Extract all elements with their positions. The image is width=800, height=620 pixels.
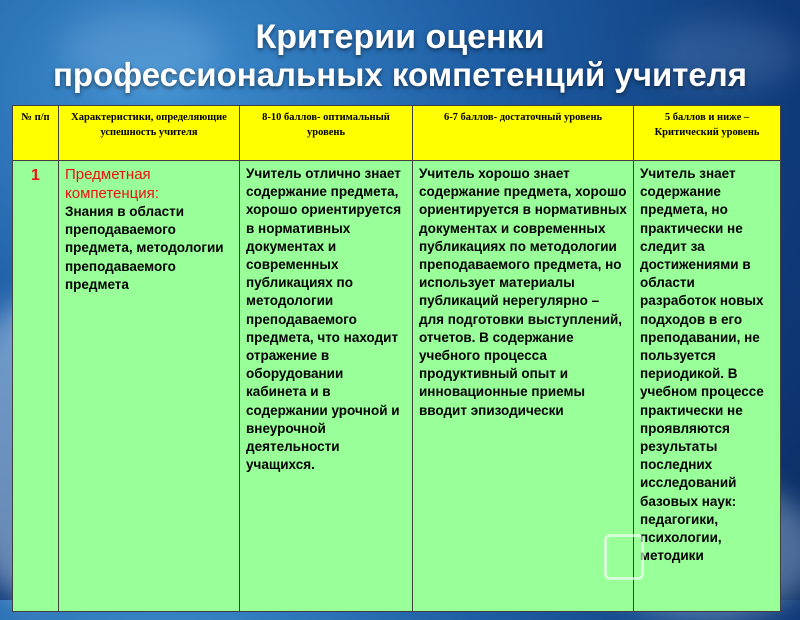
header-characteristics: Характеристики, определяющие успешность учителя [59, 106, 240, 161]
critical-level-cell: Учитель знает содержание предмета, но практически не следит за достижениями в области разработок новых подходов в его преподавании, не пользуется периодикой. В учебном процессе практически не проявляются результаты последних исследований базовых наук: педагогики, психологии, методики [634, 161, 781, 612]
header-number: № п/п [13, 106, 59, 161]
header-sufficient-level: 6-7 баллов- достаточный уровень [413, 106, 634, 161]
competence-title: Предметная компетенция: [65, 166, 159, 202]
header-critical-level: 5 баллов и ниже – Критический уровень [634, 106, 781, 161]
criteria-table [12, 105, 781, 612]
table-header-row [13, 106, 781, 161]
slide-title [0, 18, 800, 94]
sufficient-level-cell: Учитель хорошо знает содержание предмета, хорошо ориентируется в нормативных документах и современных публикациях по методологии преподаваемого предмета, но использует материалы публикаций нерегулярно – для подготовки выступлений, отчетов. В содержание учебного процесса продуктивный опыт и инновационные приемы вводит эпизодически [413, 161, 634, 612]
title-line-2: профессиональных компетенций учителя [53, 56, 747, 93]
optimal-level-cell: Учитель отлично знает содержание предмета, хорошо ориентируется в нормативных документах и современных публикациях по методологии преподаваемого предмета, что находит отражение в оборудовании кабинета и в содержании урочной и внеурочной деятельности учащихся. [240, 161, 413, 612]
competence-text: Знания в области преподаваемого предмета, методологии преподаваемого предмета [65, 204, 224, 292]
row-number: 1 [13, 161, 59, 612]
header-optimal-level: 8-10 баллов- оптимальный уровень [240, 106, 413, 161]
table-row [13, 161, 781, 612]
competence-cell [59, 161, 240, 612]
title-line-1: Критерии оценки [255, 18, 545, 56]
